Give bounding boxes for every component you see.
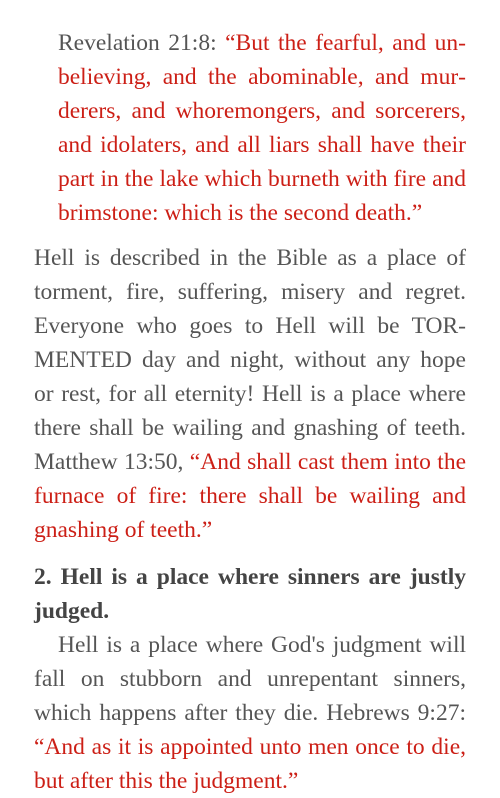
matthew-quote: “And shall cast them into the furnace of fire: there shall be wailing and gnashing of teeth.” (34, 449, 466, 543)
hell-description-text: Hell is described in the Bible as a place of torment, fire, suffering, misery and regret. Everyone who goes to Hell will be TORMENTED day and night, without any hope or rest, for all eternity! Hell is a place where there shall be wailing and gnashing of teeth. Matthew 13:50, (34, 245, 466, 475)
hebrews-quote: “And as it is appointed unto men once to die, but after this the judgment.” (34, 734, 466, 794)
judgment-text: Hell is a place where God's judgment will fall on stubborn and unrepentant sinners, which happens after they die. Hebrews 9:27: (34, 632, 466, 726)
revelation-paragraph (34, 26, 466, 230)
revelation-reference: Revelation 21:8: (58, 30, 226, 56)
section-heading: 2. Hell is a place where sinners are justly judged. (34, 564, 466, 624)
revelation-quote: “But the fearful, and unbelieving, and the abominable, and murderers, and whoremongers, and sorcerers, and idolaters, and all liars shall have their part in the lake which burneth with fire and brimstone: which is the second death.” (58, 30, 466, 226)
hell-description-paragraph (34, 241, 466, 547)
judgment-paragraph (34, 628, 466, 798)
